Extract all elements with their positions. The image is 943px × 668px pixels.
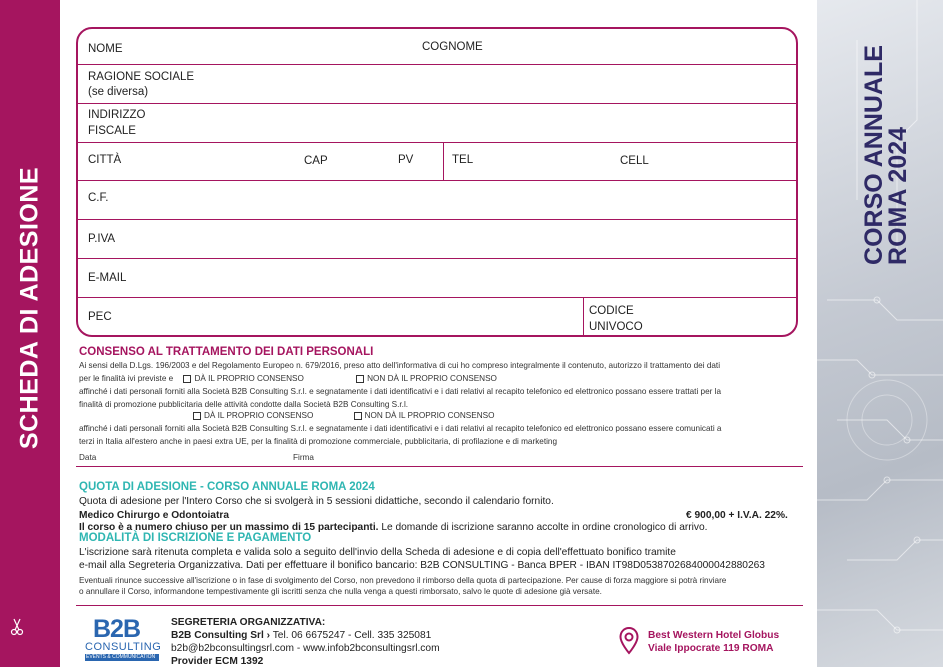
tel-label: TEL <box>452 154 474 166</box>
segreteria-title: SEGRETERIA ORGANIZZATIVA: <box>171 617 326 628</box>
section-divider <box>76 605 803 606</box>
location-pin-icon <box>619 627 639 655</box>
consent-no-checkbox-2[interactable] <box>354 412 362 420</box>
quota-description: Quota di adesione per l'Intero Corso che si svolgerà in 5 sessioni didattiche, secondo il calendario fornito. <box>79 496 554 507</box>
signature-label: Firma <box>293 453 314 462</box>
left-sidebar <box>0 0 60 667</box>
citta-label: CITTÀ <box>88 154 122 166</box>
consent-text-4: finalità di promozione pubblicitaria delle attività condotte dalla Società B2B Consulting S.r.l. <box>79 400 409 409</box>
provider-ecm: Provider ECM 1392 <box>171 656 264 667</box>
consent-yes-checkbox-1[interactable] <box>183 375 191 383</box>
quota-role: Medico Chirurgo e Odontoiatra <box>79 510 229 521</box>
hotel-address: Viale Ippocrate 119 ROMA <box>648 643 774 654</box>
ragione-sociale-label: RAGIONE SOCIALE <box>88 71 195 83</box>
column-divider <box>443 142 444 180</box>
logo-text: B2B <box>93 615 141 643</box>
row-divider <box>78 64 796 65</box>
payment-text-1: L'iscrizione sarà ritenuta completa e valida solo a seguito dell'invio della Scheda di adesione e di copia dell'effettuato bonifico tramite <box>79 547 676 558</box>
logo-tag: EVENTS & COMMUNICATION <box>86 654 156 660</box>
indirizzo-label: INDIRIZZO <box>88 109 146 121</box>
payment-note-1: Eventuali rinunce successive all'iscrizione o in fase di svolgimento del Corso, non prevedono il rimborso della quota di partecipazione. Per cause di forza maggiore si potrà rinviare <box>79 576 727 585</box>
sidebar-title: SCHEDA DI ADESIONE <box>15 166 44 450</box>
quota-title: QUOTA DI ADESIONE - CORSO ANNUALE ROMA 2024 <box>79 481 375 493</box>
email-label: E-MAIL <box>88 272 127 284</box>
logo-sub: CONSULTING <box>85 641 162 653</box>
consent-options-2: DÀ IL PROPRIO CONSENSO NON DÀ IL PROPRIO CONSENSO <box>193 410 494 421</box>
date-label: Data <box>79 453 97 462</box>
consent-no-checkbox-1[interactable] <box>356 375 364 383</box>
se-diversa-label: (se diversa) <box>88 86 149 98</box>
nome-label: NOME <box>88 43 123 55</box>
piva-label: P.IVA <box>88 233 116 245</box>
consent-text-6: affinché i dati personali forniti alla Società B2B Consulting S.r.l. e segnatamente i dati identificativi e i dati relativi al recapito telefonico ed elettronico possano essere comunicati a <box>79 424 722 433</box>
row-divider <box>78 297 796 298</box>
row-divider <box>78 180 796 181</box>
cognome-label: COGNOME <box>422 41 483 53</box>
hotel-name: Best Western Hotel Globus <box>648 630 780 641</box>
b2b-logo <box>85 615 162 663</box>
row-divider <box>78 142 796 143</box>
section-divider <box>76 466 803 467</box>
segreteria-contacts[interactable]: b2b@b2bconsultingsrl.com - www.infob2bconsultingsrl.com <box>171 643 440 654</box>
row-divider <box>78 103 796 104</box>
row-divider <box>78 258 796 259</box>
cap-label: CAP <box>304 155 328 167</box>
row-divider <box>78 219 796 220</box>
quota-limit: Il corso è a numero chiuso per un massimo di 15 partecipanti. Le domande di iscrizione saranno accolte in ordine cronologico di arrivo. <box>79 522 708 533</box>
payment-text-2: e-mail alla Segreteria Organizzativa. Dati per effettuare il bonifico bancario: B2B CONSULTING - Banca BPER - IBAN IT98D0538702684000042880263 <box>79 560 765 571</box>
consent-text-7: terzi in Italia all'estero anche in paesi extra UE, per la finalità di promozione commerciale, pubblicitaria, di profilazione e di marketing <box>79 437 558 446</box>
pec-label: PEC <box>88 311 112 323</box>
consent-text-1: Ai sensi della D.Lgs. 196/2003 e del Regolamento Europeo n. 679/2016, preso atto dell'informativa di cui ho compreso integralmente il contenuto, autorizzo il trattamento dei dati <box>79 361 721 370</box>
consent-text-3: affinché i dati personali forniti alla Società B2B Consulting S.r.l. e segnatamente i dati identificativi e i dati relativi al recapito telefonico ed elettronico possano essere trattati per la <box>79 387 722 396</box>
consent-title: CONSENSO AL TRATTAMENTO DEI DATI PERSONALI <box>79 346 374 358</box>
consent-yes-checkbox-2[interactable] <box>193 412 201 420</box>
segreteria-phones: B2B Consulting Srl › Tel. 06 6675247 - Cell. 335 325081 <box>171 630 432 641</box>
scissors-icon <box>10 618 24 636</box>
cf-label: C.F. <box>88 192 109 204</box>
codice-label: CODICE <box>589 305 634 317</box>
pv-label: PV <box>398 154 414 166</box>
registration-form <box>76 27 798 337</box>
quota-price: € 900,00 + I.V.A. 22%. <box>686 510 788 521</box>
course-title: CORSO ANNUALE ROMA 2024 <box>860 45 912 265</box>
payment-note-2: o annullare il Corso, informandone tempestivamente gli iscritti senza che nulla venga a questi rimborsato, salvo le quote di adesione già versate. <box>79 587 602 596</box>
univoco-label: UNIVOCO <box>589 321 643 333</box>
consent-text-2: per le finalità ivi previste e DÀ IL PROPRIO CONSENSO NON DÀ IL PROPRIO CONSENSO <box>79 374 497 383</box>
cell-label: CELL <box>620 155 649 167</box>
column-divider <box>583 297 584 335</box>
fiscale-label: FISCALE <box>88 125 136 137</box>
payment-title: MODALITÀ DI ISCRIZIONE E PAGAMENTO <box>79 532 312 544</box>
